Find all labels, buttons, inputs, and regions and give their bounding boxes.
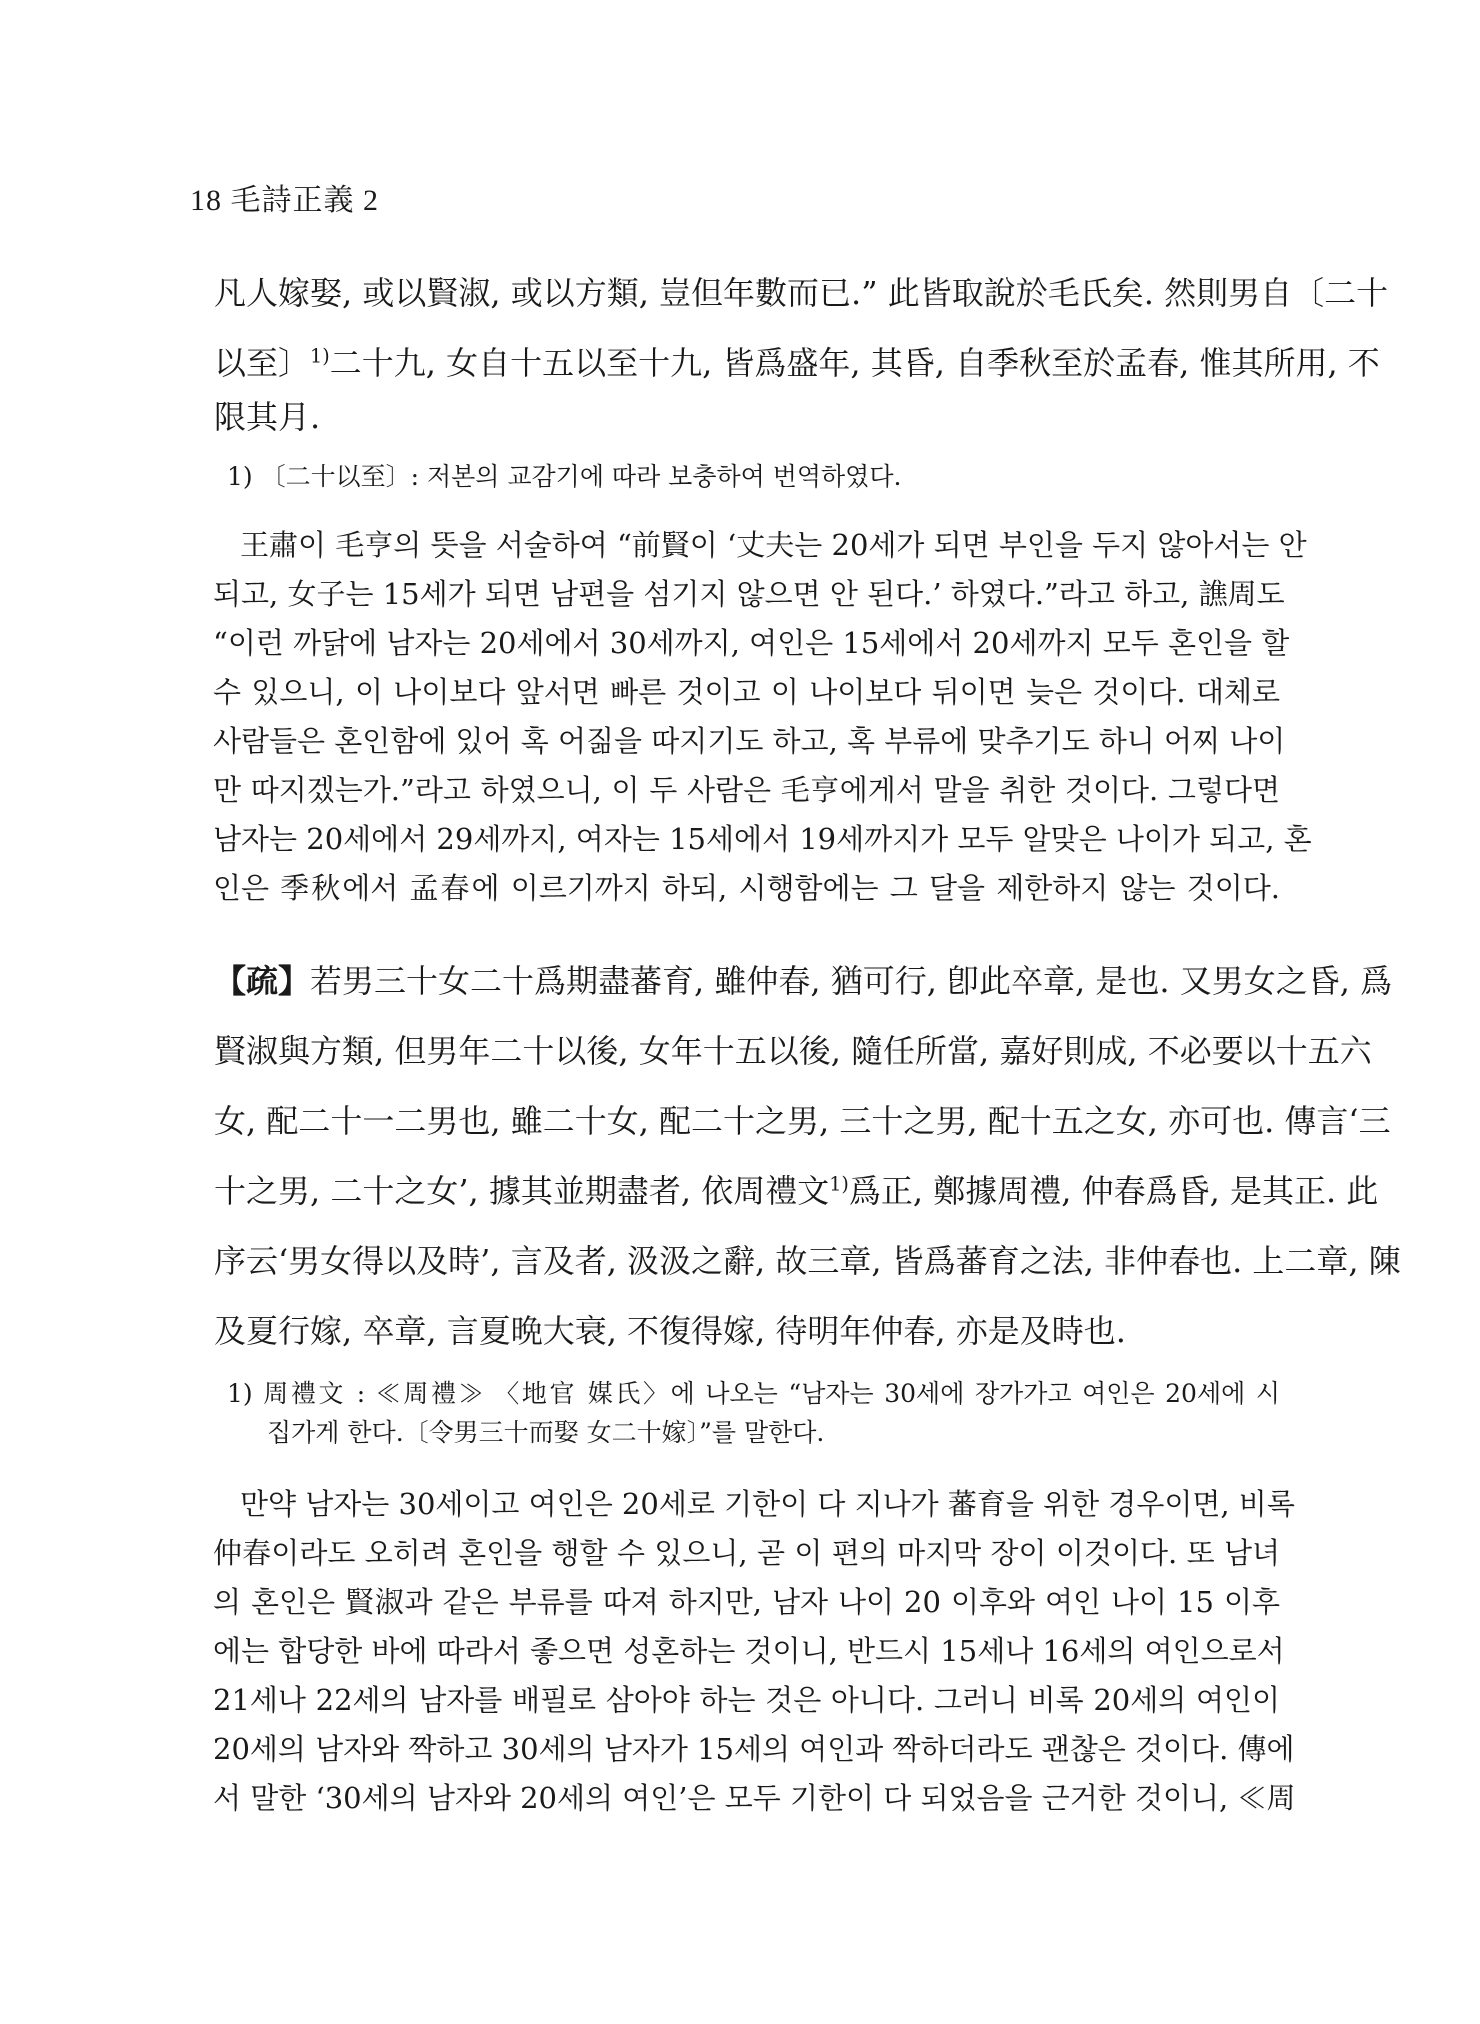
text-line: 만약 남자는 30세이고 여인은 20세로 기한이 다 지나가 蕃育을 위한 경우이면, 비록	[240, 1487, 1295, 1521]
text-line: 凡人嫁娶, 或以賢淑, 或以方類, 豈但年數而已.” 此皆取說於毛氏矣. 然則男自〔二十	[214, 274, 1389, 312]
text-line	[214, 338, 1380, 384]
text-line: 만 따지겠는가.”라고 하였으니, 이 두 사람은 毛亨에게서 말을 취한 것이다. 그렇다면	[213, 773, 1280, 807]
text-line: 21세나 22세의 남자를 배필로 삼아야 하는 것은 아니다. 그러니 비록 20세의 여인이	[213, 1683, 1280, 1717]
text-line: 의 혼인은 賢淑과 같은 부류를 따져 하지만, 남자 나이 20 이후와 여인 나이 15 이후	[213, 1585, 1280, 1619]
text-line: “이런 까닭에 남자는 20세에서 30세까지, 여인은 15세에서 20세까지 모두 혼인을 할	[213, 626, 1290, 660]
shu-label: 【疏】	[214, 962, 311, 1000]
footnote-1: 1) 〔二十以至〕: 저본의 교감기에 따라 보충하여 번역하였다.	[227, 462, 902, 491]
text-line: 及夏行嫁, 卒章, 言夏晩大衰, 不復得嫁, 待明年仲春, 亦是及時也.	[214, 1312, 1126, 1350]
text-line: 仲春이라도 오히려 혼인을 행할 수 있으니, 곧 이 편의 마지막 장이 이것이다. 또 남녀	[213, 1536, 1280, 1570]
text-span: 爲正, 鄭據周禮, 仲春爲昏, 是其正. 此	[848, 1172, 1379, 1210]
text-line: 사람들은 혼인함에 있어 혹 어짊을 따지기도 하고, 혹 부류에 맞추기도 하니 어찌 나이	[213, 724, 1286, 758]
text-line: 남자는 20세에서 29세까지, 여자는 15세에서 19세까지가 모두 알맞은 나이가 되고, 혼	[213, 822, 1312, 856]
footnote-line: 집가게 한다.〔令男三十而娶 女二十嫁〕”를 말한다.	[267, 1418, 825, 1447]
text-span: 十之男, 二十之女’, 據其並期盡者, 依周禮文	[214, 1172, 830, 1210]
text-line: 女, 配二十一二男也, 雖二十女, 配二十之男, 三十之男, 配十五之女, 亦可也. 傳言‘三	[214, 1102, 1391, 1140]
text-line: 王肅이 毛亨의 뜻을 서술하여 “前賢이 ‘丈夫는 20세가 되면 부인을 두지 않아서는 안	[240, 528, 1307, 562]
footnote-ref[interactable]: 1)	[829, 1172, 849, 1196]
text-span: 二十九, 女自十五以至十九, 皆爲盛年, 其昏, 自季秋至於孟春, 惟其所用, 不	[329, 344, 1380, 382]
running-head: 18 毛詩正義 2	[190, 184, 379, 217]
text-line: 限其月.	[214, 398, 321, 436]
footnote-ref[interactable]: 1)	[310, 344, 330, 368]
text-line: 序云‘男女得以及時’, 言及者, 汲汲之辭, 故三章, 皆爲蕃育之法, 非仲春也. 上二章, 陳	[214, 1242, 1401, 1280]
text-line	[214, 1166, 1379, 1212]
text-line: 인은 季秋에서 孟春에 이르기까지 하되, 시행함에는 그 달을 제한하지 않는 것이다.	[213, 871, 1280, 905]
text-line: 되고, 女子는 15세가 되면 남편을 섬기지 않으면 안 된다.’ 하였다.”라고 하고, 譙周도	[213, 577, 1285, 611]
text-span: 以至〕	[214, 344, 311, 382]
text-line: 수 있으니, 이 나이보다 앞서면 빠른 것이고 이 나이보다 뒤이면 늦은 것이다. 대체로	[213, 675, 1280, 709]
text-line: 賢淑與方類, 但男年二十以後, 女年十五以後, 隨任所當, 嘉好則成, 不必要以十五六	[214, 1032, 1372, 1070]
text-line	[214, 956, 1393, 1002]
text-span: 若男三十女二十爲期盡蕃育, 雖仲春, 猶可行, 卽此卒章, 是也. 又男女之昏, 爲	[310, 962, 1393, 1000]
footnote-line: 1) 周禮文 : ≪周禮≫ 〈地官 媒氏〉에 나오는 “남자는 30세에 장가가고 여인은 20세에 시	[227, 1379, 1280, 1408]
text-line: 서 말한 ‘30세의 남자와 20세의 여인’은 모두 기한이 다 되었음을 근거한 것이니, ≪周	[213, 1781, 1296, 1815]
text-line: 20세의 남자와 짝하고 30세의 남자가 15세의 여인과 짝하더라도 괜찮은 것이다. 傳에	[213, 1732, 1295, 1766]
text-line: 에는 합당한 바에 따라서 좋으면 성혼하는 것이니, 반드시 15세나 16세의 여인으로서	[213, 1634, 1285, 1668]
